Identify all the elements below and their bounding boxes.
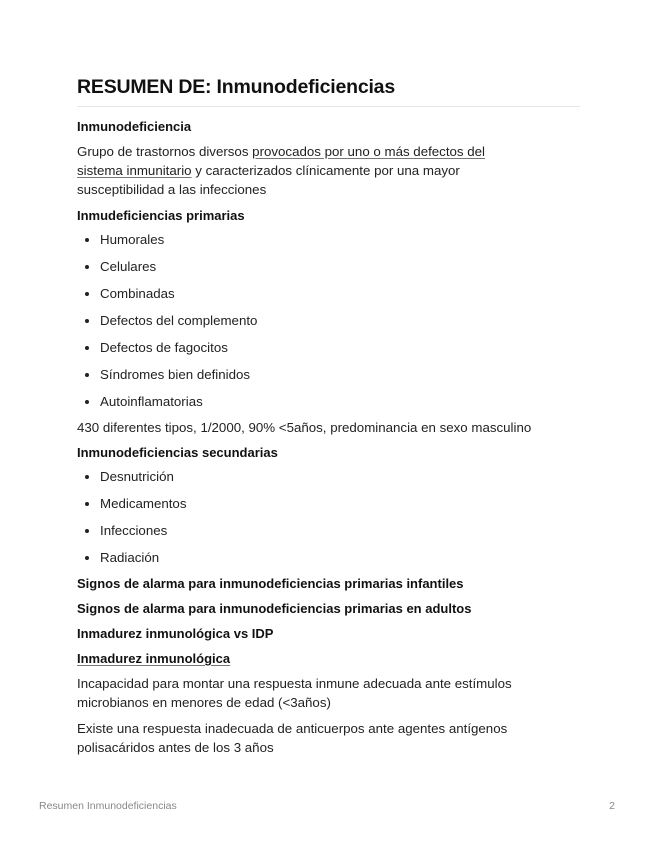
list-item: • Humorales — [100, 230, 580, 249]
heading-alarma-infantiles: Signos de alarma para inmunodeficiencias primarias infantiles — [77, 576, 464, 591]
section-heading-primarias: Inmudeficiencias primarias — [77, 208, 245, 223]
heading-inmadurez-inmunologica: Inmadurez inmunológica — [77, 651, 231, 666]
primarias-list — [77, 230, 580, 411]
definition-underlined-text: provocados por uno o más defectos del sistema inmunitario — [77, 144, 486, 178]
inmadurez-paragraph-1: Incapacidad para montar una respuesta inmune adecuada ante estímulos microbianos en menores de edad (<3años) — [77, 676, 512, 710]
list-item: • Desnutrición — [100, 467, 580, 486]
list-item: • Defectos de fagocitos — [100, 338, 580, 357]
primarias-note: 430 diferentes tipos, 1/2000, 90% <5años, predominancia en sexo masculino — [77, 420, 532, 435]
definition-text-post: y caracterizados clínicamente por una mayor susceptibilidad a las infecciones — [77, 163, 460, 197]
heading-inmadurez-vs-idp: Inmadurez inmunológica vs IDP — [77, 626, 274, 641]
list-item: • Combinadas — [100, 284, 580, 303]
list-item: • Autoinflamatorias — [100, 392, 580, 411]
section-heading-secundarias: Inmunodeficiencias secundarias — [77, 445, 278, 460]
inmadurez-paragraph-2: Existe una respuesta inadecuada de anticuerpos ante agentes antígenos polisacáridos antes de los 3 años — [77, 721, 508, 755]
list-item: • Defectos del complemento — [100, 311, 580, 330]
definition-paragraph — [77, 142, 532, 199]
list-item: • Radiación — [100, 548, 580, 567]
list-item: • Infecciones — [100, 521, 580, 540]
footer-document-title: Resumen Inmunodeficiencias — [39, 800, 177, 812]
footer-page-number: 2 — [609, 800, 615, 812]
page-content — [77, 76, 580, 757]
section-heading-inmunodeficiencia: Inmunodeficiencia — [77, 119, 192, 134]
secundarias-list — [77, 467, 580, 567]
page-title: RESUMEN DE: Inmunodeficiencias — [77, 76, 580, 107]
list-item: • Celulares — [100, 257, 580, 276]
list-item: • Medicamentos — [100, 494, 580, 513]
list-item: • Síndromes bien definidos — [100, 365, 580, 384]
heading-alarma-adultos: Signos de alarma para inmunodeficiencias primarias en adultos — [77, 601, 472, 616]
definition-text-pre: Grupo de trastornos diversos — [77, 144, 253, 159]
